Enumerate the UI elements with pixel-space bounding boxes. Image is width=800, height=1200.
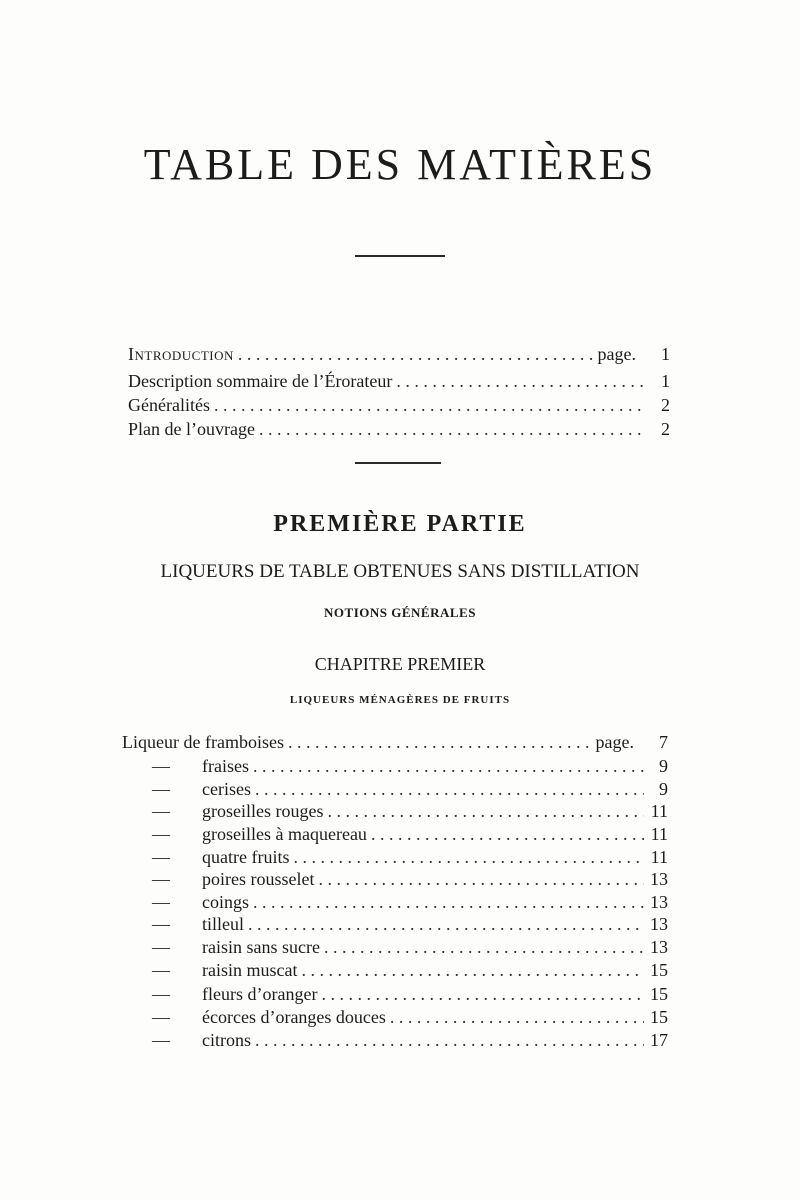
part-subtitle: LIQUEURS DE TABLE OBTENUES SANS DISTILLATION xyxy=(160,561,640,582)
toc-entry xyxy=(128,393,670,417)
ditto-dash: — xyxy=(152,937,170,957)
ditto-dash: — xyxy=(152,756,170,776)
toc-entry xyxy=(122,799,668,823)
page-number: 13 xyxy=(650,869,668,889)
ditto-dash: — xyxy=(152,984,170,1004)
dot-leader xyxy=(238,342,594,366)
toc-entry xyxy=(122,890,668,914)
toc-entry-label: tilleul xyxy=(202,914,244,934)
page-number: 13 xyxy=(650,892,668,912)
page-number: 11 xyxy=(650,801,668,821)
page-number: 7 xyxy=(659,732,668,752)
toc-entry xyxy=(122,777,668,801)
toc-entry-label: coings xyxy=(202,892,249,912)
page-number: 11 xyxy=(650,824,668,844)
ditto-dash: — xyxy=(152,847,170,867)
ditto-dash: — xyxy=(152,960,170,980)
ditto-dash: — xyxy=(152,1007,170,1027)
toc-entry xyxy=(122,1005,668,1029)
dot-leader xyxy=(253,754,644,778)
page-number: 13 xyxy=(650,937,668,957)
toc-entry-label: cerises xyxy=(202,779,251,799)
toc-entry xyxy=(122,1028,668,1052)
toc-entry-label: quatre fruits xyxy=(202,847,290,867)
toc-entry-label: Description sommaire de l’Érorateur xyxy=(128,371,393,391)
divider-rule xyxy=(355,255,445,257)
page-number: 11 xyxy=(650,847,668,867)
toc-entry-label: Plan de l’ouvrage xyxy=(128,419,255,439)
page-number: 15 xyxy=(650,960,668,980)
ditto-dash: — xyxy=(152,914,170,934)
toc-entry xyxy=(122,912,668,936)
dot-leader xyxy=(259,417,646,441)
dot-leader xyxy=(253,890,644,914)
toc-entry xyxy=(122,730,668,754)
dot-leader xyxy=(396,369,646,393)
toc-entry xyxy=(122,935,668,959)
dot-leader xyxy=(301,958,644,982)
page-number: 9 xyxy=(659,756,668,776)
section-heading: NOTIONS GÉNÉRALES xyxy=(324,605,476,620)
toc-entry-prefix: Liqueur de xyxy=(122,732,201,752)
toc-entry-label: poires rousselet xyxy=(202,869,315,889)
toc-entry xyxy=(122,867,668,891)
toc-entry xyxy=(122,845,668,869)
toc-entry-label: Introduction xyxy=(128,344,234,364)
toc-entry xyxy=(122,958,668,982)
toc-entry xyxy=(122,822,668,846)
dot-leader xyxy=(255,777,644,801)
toc-entry-label: groseilles à maquereau xyxy=(202,824,367,844)
page-number: 15 xyxy=(650,1007,668,1027)
ditto-dash: — xyxy=(152,824,170,844)
toc-entry-label: raisin muscat xyxy=(202,960,298,980)
dot-leader xyxy=(255,1028,644,1052)
toc-entry xyxy=(128,417,670,441)
ditto-dash: — xyxy=(152,1030,170,1050)
dot-leader xyxy=(248,912,644,936)
part-title: PREMIÈRE PARTIE xyxy=(273,511,527,537)
ditto-dash: — xyxy=(152,892,170,912)
toc-entry xyxy=(122,982,668,1006)
toc-entry-label: citrons xyxy=(202,1030,251,1050)
page-word: page. xyxy=(595,732,634,752)
toc-entry-label: fraises xyxy=(202,756,249,776)
page-number: 2 xyxy=(661,395,670,415)
toc-entry xyxy=(128,342,670,366)
ditto-dash: — xyxy=(152,801,170,821)
dot-leader xyxy=(390,1005,644,1029)
toc-entry-label: écorces d’oranges douces xyxy=(202,1007,386,1027)
chapter-subtitle: LIQUEURS MÉNAGÈRES DE FRUITS xyxy=(289,694,511,706)
toc-entry-label: groseilles rouges xyxy=(202,801,324,821)
page-number: 13 xyxy=(650,914,668,934)
dot-leader xyxy=(293,845,644,869)
divider-rule xyxy=(355,462,441,464)
page-number: 1 xyxy=(661,344,670,364)
toc-entry xyxy=(128,369,670,393)
chapter-title: CHAPITRE PREMIER xyxy=(314,654,486,674)
page-title: TABLE DES MATIÈRES xyxy=(143,140,657,189)
ditto-dash: — xyxy=(152,869,170,889)
dot-leader xyxy=(318,867,644,891)
dot-leader xyxy=(321,982,644,1006)
dot-leader xyxy=(288,730,592,754)
toc-entry-label: framboises xyxy=(204,732,284,752)
toc-entry-label: raisin sans sucre xyxy=(202,937,320,957)
dot-leader xyxy=(327,799,644,823)
page-word: page. xyxy=(597,344,636,364)
page-number: 2 xyxy=(661,419,670,439)
ditto-dash: — xyxy=(152,779,170,799)
toc-entry-label: fleurs d’oranger xyxy=(202,984,318,1004)
page-number: 17 xyxy=(650,1030,668,1050)
toc-entry-label: Généralités xyxy=(128,395,210,415)
toc-entry xyxy=(122,754,668,778)
dot-leader xyxy=(324,935,644,959)
page-number: 1 xyxy=(661,371,670,391)
dot-leader xyxy=(371,822,644,846)
page-number: 15 xyxy=(650,984,668,1004)
page-number: 9 xyxy=(659,779,668,799)
dot-leader xyxy=(214,393,646,417)
